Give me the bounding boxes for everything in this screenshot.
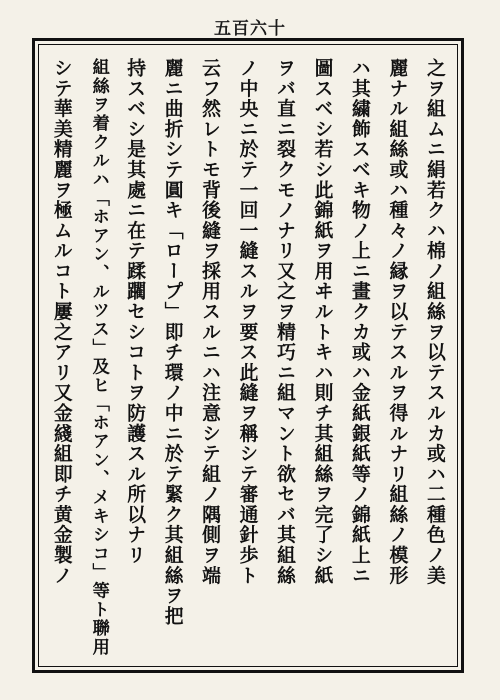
- text-column-2: 麗ナル組絲或ハ種々ノ縁ヲ以テスルヲ得ルナリ組絲ノ模形: [386, 58, 409, 586]
- text-column-10: 組絲ヲ着クルハ「ホアン、ルツス」及ヒ「ホアン、メキシコ」等ト聯用: [88, 58, 109, 657]
- page-number: 五百六十: [214, 19, 286, 39]
- text-column-3: ハ其繍飾スベキ物ノ上ニ畫クカ或ハ金紙銀紙等ノ錦紙上ニ: [348, 58, 371, 586]
- text-column-5: ヲバ直ニ裂クモノナリ又之ヲ精巧ニ組マント欲セバ其組絲: [274, 58, 297, 586]
- text-column-11: シテ華美精麗ヲ極ムルコト屢之アリ又金綫組即チ黄金製ノ: [50, 58, 73, 586]
- text-column-6: ノ中央ニ於テ一回一縫スルヲ要ス此縫ヲ稱シテ審通針歩ト: [236, 58, 259, 586]
- text-column-4: 圖スベシ若シ此錦紙ヲ用ヰルトキハ則チ其組絲ヲ完了シ紙: [311, 58, 334, 586]
- text-column-7: 云フ然レトモ背後縫ヲ採用スルニハ注意シテ組ノ隅側ヲ端: [199, 58, 222, 586]
- text-column-1: 之ヲ組ムニ絹若クハ棉ノ組絲ヲ以テスルカ或ハ二種色ノ美: [423, 58, 446, 586]
- text-column-8: 麗ニ曲折シテ圓キ「ロープ」即チ環ノ中ニ於テ緊ク其組絲ヲ把: [161, 58, 184, 627]
- text-column-9: 持スベシ是其處ニ在テ蹂躙セシコトヲ防護スル所以ナリ: [124, 58, 147, 566]
- vertical-text-body: [52, 58, 444, 658]
